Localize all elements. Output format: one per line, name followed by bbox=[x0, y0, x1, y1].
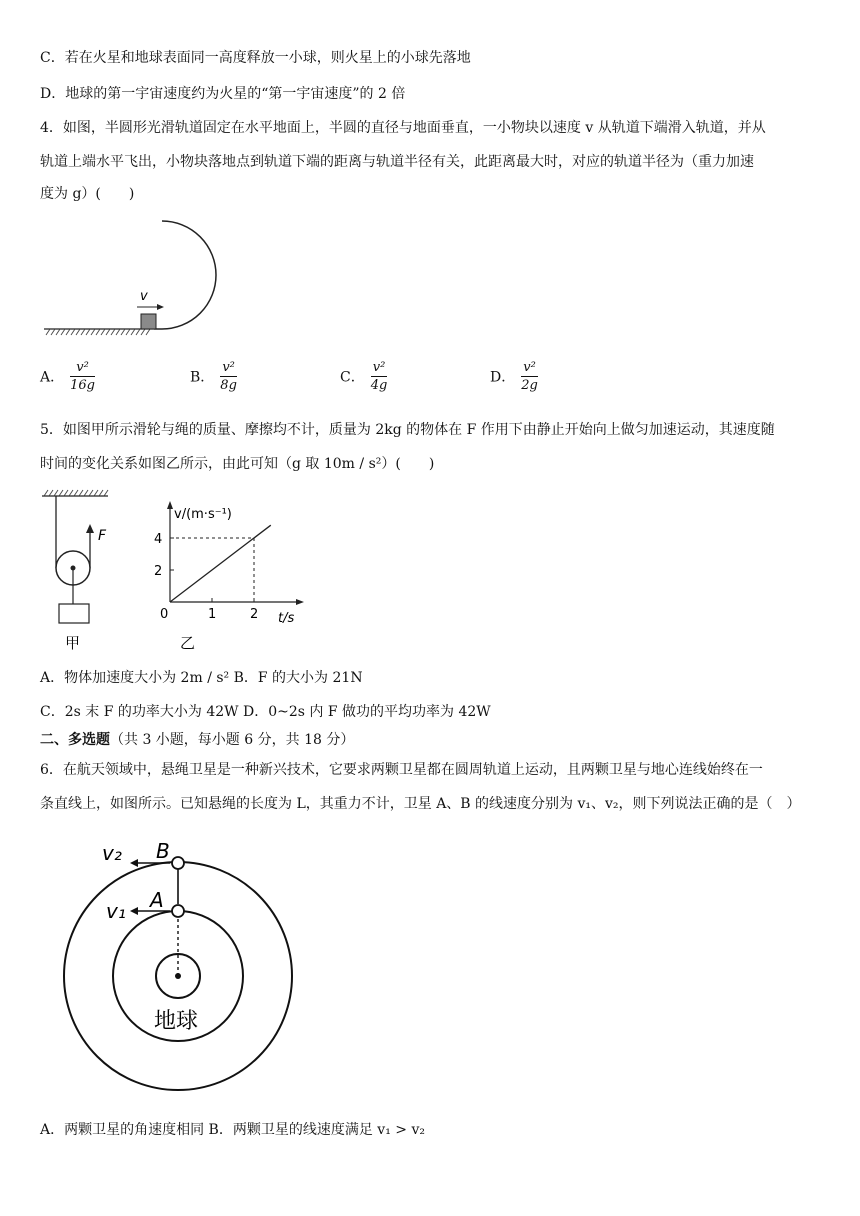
q5-stem-line2: 时间的变化关系如图乙所示，由此可知（g 取 10m / s²）( ) bbox=[40, 456, 435, 472]
q4-option-d-letter: D． bbox=[490, 369, 516, 386]
q5-stem-line1: 5．如图甲所示滑轮与绳的质量、摩擦均不计，质量为 2kg 的物体在 F 作用下由静止开始向上做匀加速运动，其速度随 bbox=[40, 422, 775, 438]
q4-option-b bbox=[190, 360, 237, 395]
label-b: B bbox=[156, 839, 170, 863]
q6-stem-line2: 条直线上，如图所示。已知悬绳的长度为 L，其重力不计，卫星 A、B 的线速度分别为 v₁、v₂，则下列说法正确的是（ ） bbox=[40, 796, 801, 812]
q5-force-label: F bbox=[98, 528, 107, 544]
q4-semicircle-track-figure bbox=[40, 210, 230, 345]
origin-label: 0 bbox=[160, 607, 169, 622]
q4-option-a-denominator: 16g bbox=[70, 378, 95, 393]
q6-options-ab: A．两颗卫星的角速度相同 B．两颗卫星的线速度满足 v₁ > v₂ bbox=[40, 1122, 425, 1138]
section-title: 二、多选题 bbox=[40, 732, 110, 748]
satellite-b bbox=[172, 857, 184, 869]
q4-stem-line2: 轨道上端水平飞出，小物块落地点到轨道下端的距离与轨道半径有关，此距离最大时，对应的轨道半径为（重力加速 bbox=[40, 154, 754, 170]
q4-option-c-fraction bbox=[371, 360, 388, 395]
q4-option-c-numerator: v² bbox=[371, 360, 388, 377]
x-axis-label: t/s bbox=[278, 611, 295, 626]
q4-option-d-denominator: 2g bbox=[521, 378, 538, 393]
q4-option-a-fraction bbox=[70, 360, 95, 395]
label-v2: v₂ bbox=[102, 841, 122, 865]
x-tick-label: 2 bbox=[250, 607, 259, 622]
q4-option-c bbox=[340, 360, 387, 395]
x-tick-label: 1 bbox=[208, 607, 217, 622]
q5-figure-yi-label: 乙 bbox=[180, 634, 196, 652]
label-earth: 地球 bbox=[154, 1009, 199, 1034]
q4-figure-v-label: v bbox=[140, 289, 148, 304]
q5-options-cd: C．2s 末 F 的功率大小为 42W D．0~2s 内 F 做功的平均功率为 42W bbox=[40, 704, 491, 720]
q4-option-b-numerator: v² bbox=[220, 360, 237, 377]
section-heading bbox=[40, 730, 830, 750]
q4-option-a bbox=[40, 360, 95, 395]
q3-option-d: D．地球的第一宇宙速度约为火星的“第一宇宙速度”的 2 倍 bbox=[40, 86, 406, 102]
q4-option-b-letter: B． bbox=[190, 369, 215, 386]
series-line bbox=[170, 525, 271, 602]
q4-option-d-numerator: v² bbox=[521, 360, 538, 377]
q3-option-c: C．若在火星和地球表面同一高度释放一小球，则火星上的小球先落地 bbox=[40, 50, 471, 66]
q4-option-c-denominator: 4g bbox=[370, 378, 388, 393]
q5-options-ab: A．物体加速度大小为 2m / s² B．F 的大小为 21N bbox=[40, 670, 363, 686]
q4-stem-line3: 度为 g）( ) bbox=[40, 186, 135, 202]
q5-pulley-figure bbox=[40, 486, 120, 656]
q4-option-d bbox=[490, 360, 538, 395]
q4-option-b-fraction bbox=[220, 360, 237, 395]
q4-option-d-fraction bbox=[521, 360, 538, 395]
q4-option-a-numerator: v² bbox=[70, 360, 95, 377]
q4-stem-line1: 4．如图，半圆形光滑轨道固定在水平地面上，半圆的直径与地面垂直，一小物块以速度 v 从轨道下端滑入轨道，并从 bbox=[40, 120, 766, 136]
y-axis-label: v/(m·s⁻¹) bbox=[174, 507, 232, 522]
q4-option-c-letter: C． bbox=[340, 369, 365, 386]
q5-figure-jia-label: 甲 bbox=[65, 634, 81, 652]
section-note: （共 3 小题，每小题 6 分，共 18 分） bbox=[110, 732, 355, 748]
satellite-a bbox=[172, 905, 184, 917]
q4-option-a-letter: A． bbox=[40, 369, 65, 386]
q6-stem-line1: 6．在航天领域中，悬绳卫星是一种新兴技术，它要求两颗卫星都在圆周轨道上运动，且两颗卫星与地心连线始终在一 bbox=[40, 762, 763, 778]
label-a: A bbox=[150, 888, 164, 912]
q5-vt-graph bbox=[140, 496, 310, 656]
q4-option-b-denominator: 8g bbox=[220, 378, 237, 393]
y-tick-label: 4 bbox=[154, 532, 163, 547]
label-v1: v₁ bbox=[106, 899, 126, 923]
q6-tether-satellite-figure bbox=[60, 830, 310, 1100]
y-tick-label: 2 bbox=[154, 564, 163, 579]
